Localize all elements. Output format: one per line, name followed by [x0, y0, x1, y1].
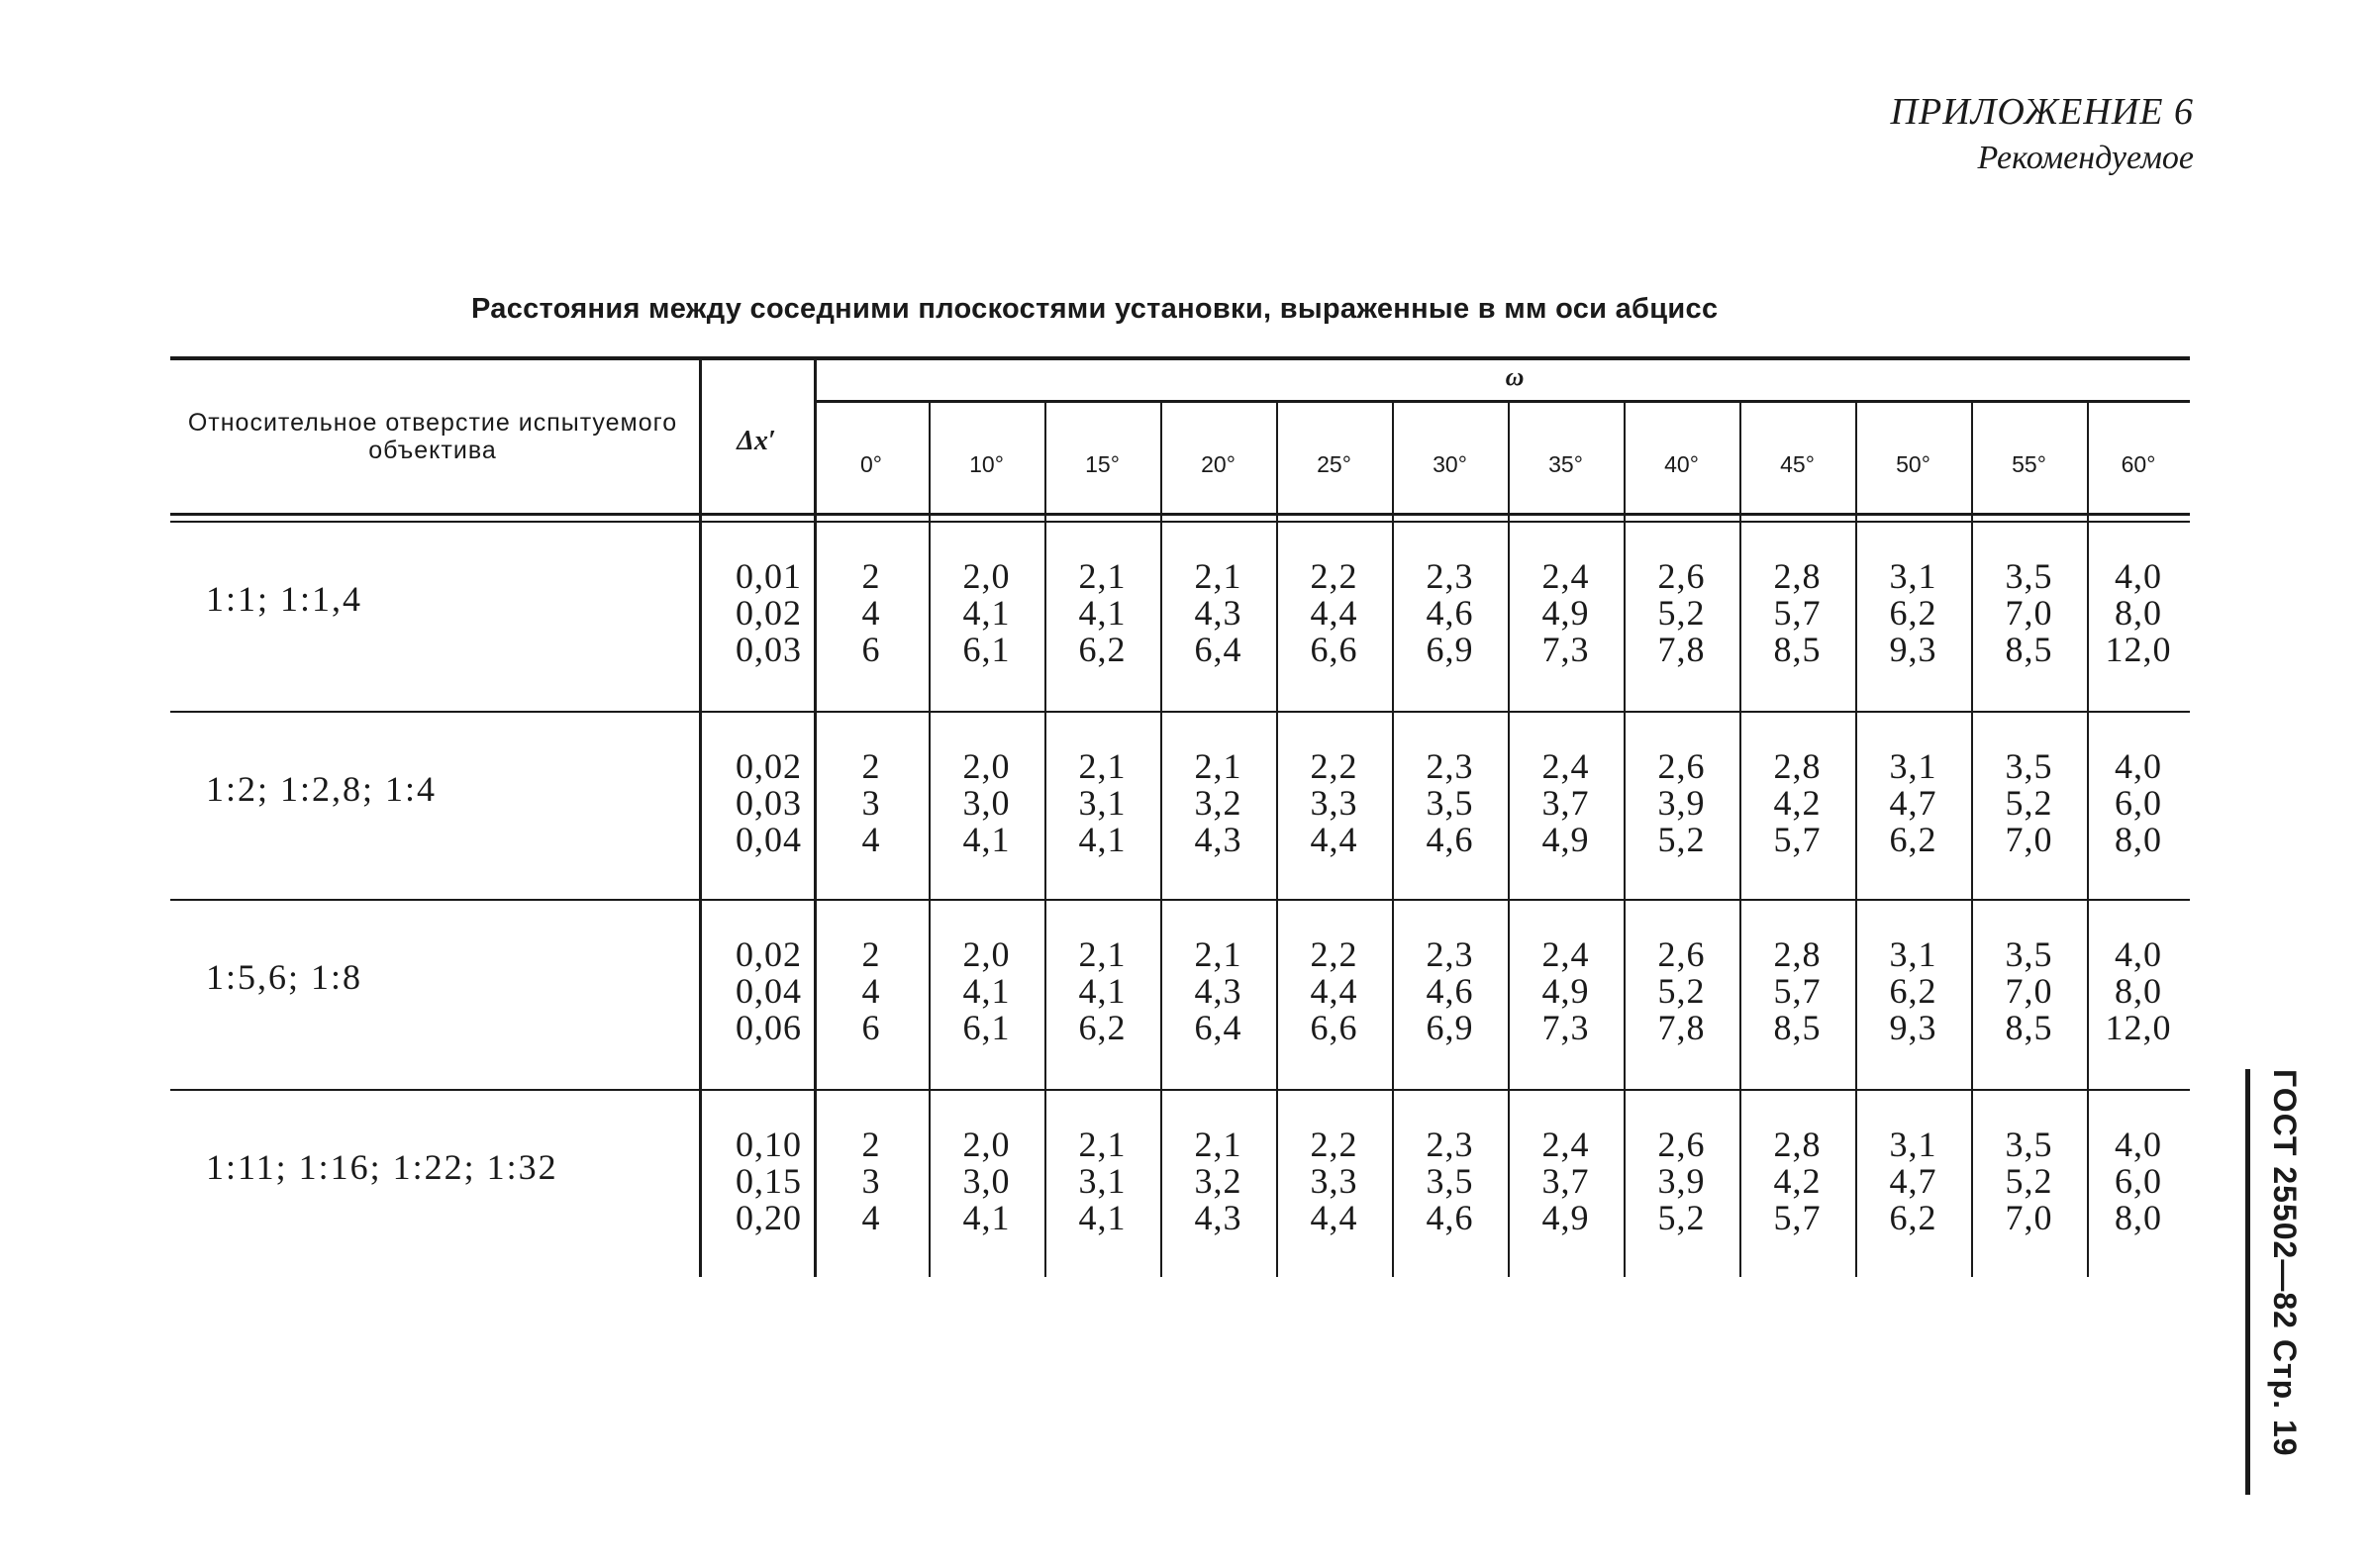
table-cell-value: 3,3 — [1310, 1161, 1358, 1201]
row-angle-values — [929, 558, 1044, 668]
table-cell-value: 2,2 — [1310, 556, 1358, 596]
table-cell-value: 4,4 — [1310, 820, 1358, 859]
row-angle-values — [929, 748, 1044, 858]
table-cell-value: 8,5 — [2005, 630, 2053, 669]
table-cell-value: 2,4 — [1541, 1125, 1590, 1164]
table-cell-value: 2,3 — [1426, 556, 1474, 596]
table-cell-value: 8,0 — [2115, 1198, 2162, 1237]
table-cell-value: 4,1 — [962, 820, 1011, 859]
table-cell-value: 4,1 — [962, 593, 1011, 633]
table-cell-value: 2 — [861, 746, 881, 786]
table-cell-value: 6,6 — [1310, 630, 1358, 669]
table-cell-value: 6,2 — [1889, 1198, 1937, 1237]
table-cell-value: 2 — [861, 1125, 881, 1164]
table-cell-value: 3,0 — [962, 783, 1011, 823]
table-cell-value: 3 — [861, 783, 881, 823]
group-divider — [170, 711, 2190, 713]
header-angle: 15° — [1085, 451, 1120, 477]
table-cell-value: 3,7 — [1541, 1161, 1590, 1201]
row-angle-values — [814, 936, 929, 1046]
row-angle-values — [2087, 558, 2190, 668]
table-cell-value: 3,1 — [1889, 934, 1937, 974]
table-cell-value: 3,5 — [2005, 934, 2053, 974]
row-angle-values — [1855, 748, 1971, 858]
row-angle-values — [929, 1127, 1044, 1236]
row-angle-values — [1392, 936, 1508, 1046]
header-angle: 30° — [1433, 451, 1467, 477]
table-cell-value: 5,2 — [1657, 971, 1706, 1011]
table-cell-value: 5,7 — [1773, 971, 1822, 1011]
table-cell-value: 4,6 — [1426, 1198, 1474, 1237]
table-cell-value: 2,1 — [1078, 1125, 1127, 1164]
row-angle-values — [2087, 748, 2190, 858]
table-cell-value: 4,0 — [2115, 556, 2162, 596]
header-angle: 10° — [969, 451, 1004, 477]
table-cell-value: 4,9 — [1541, 593, 1590, 633]
row-angle-values — [1392, 748, 1508, 858]
table-cell-value: 2 — [861, 934, 881, 974]
header-angle: 0° — [860, 451, 882, 477]
table-cell-value: 2,8 — [1773, 934, 1822, 974]
table-cell-value: 5,7 — [1773, 820, 1822, 859]
delta-x-value: 0,04 — [736, 971, 802, 1011]
table-cell-value: 7,8 — [1657, 1008, 1706, 1047]
table-cell-value: 2,6 — [1657, 556, 1706, 596]
table-cell-value: 2,2 — [1310, 1125, 1358, 1164]
table-cell-value: 2,6 — [1657, 746, 1706, 786]
row-angle-values — [1624, 558, 1739, 668]
table-cell-value: 6,4 — [1194, 1008, 1242, 1047]
table-cell-value: 4,7 — [1889, 1161, 1937, 1201]
header-bottom-rule-1 — [170, 513, 2190, 516]
header-delta-x: Δx′ — [737, 426, 776, 456]
table-cell-value: 2,1 — [1194, 1125, 1242, 1164]
table-cell-value: 3,9 — [1657, 783, 1706, 823]
table-cell-value: 3,1 — [1889, 1125, 1937, 1164]
table-cell-value: 3,9 — [1657, 1161, 1706, 1201]
table-cell-value: 6,2 — [1889, 971, 1937, 1011]
header-angle: 55° — [2012, 451, 2046, 477]
header-angle: 40° — [1664, 451, 1699, 477]
delta-x-value: 0,02 — [736, 746, 802, 786]
table-cell-value: 3,5 — [1426, 783, 1474, 823]
table-cell-value: 4,3 — [1194, 820, 1242, 859]
table-cell-value: 8,5 — [2005, 1008, 2053, 1047]
table-cell-value: 2,1 — [1194, 934, 1242, 974]
table-cell-value: 6,9 — [1426, 630, 1474, 669]
row-angle-values — [1160, 1127, 1276, 1236]
table-cell-value: 2,6 — [1657, 934, 1706, 974]
table-cell-value: 8,0 — [2115, 820, 2162, 859]
header-objective-aperture: Относительное отверстие испытуемого объектива — [187, 409, 678, 464]
table-cell-value: 4,9 — [1541, 971, 1590, 1011]
table-cell-value: 2,0 — [962, 746, 1011, 786]
table-cell-value: 2,3 — [1426, 746, 1474, 786]
table-cell-value: 4,0 — [2115, 1125, 2162, 1164]
delta-x-value: 0,01 — [736, 556, 802, 596]
row-angle-values — [1508, 748, 1624, 858]
row-delta-x-values — [709, 748, 802, 858]
table-cell-value: 6,2 — [1889, 593, 1937, 633]
table-cell-value: 4,9 — [1541, 820, 1590, 859]
table-cell-value: 6,6 — [1310, 1008, 1358, 1047]
table-title: Расстояния между соседними плоскостями установки, выраженные в мм оси абцисс — [471, 293, 1719, 325]
table-cell-value: 2,1 — [1078, 934, 1127, 974]
table-cell-value: 3,5 — [2005, 746, 2053, 786]
table-cell-value: 4,1 — [1078, 971, 1127, 1011]
table-top-rule — [170, 356, 2190, 360]
page-footer-label — [2239, 1069, 2309, 1505]
table-cell-value: 9,3 — [1889, 630, 1937, 669]
table-cell-value: 2 — [861, 556, 881, 596]
row-angle-values — [1739, 558, 1855, 668]
table-cell-value: 6,2 — [1078, 1008, 1127, 1047]
row-angle-values — [1160, 748, 1276, 858]
row-angle-values — [1971, 936, 2087, 1046]
table-cell-value: 5,7 — [1773, 1198, 1822, 1237]
header-omega: ω — [1505, 362, 1525, 391]
table-cell-value: 7,0 — [2005, 820, 2053, 859]
table-cell-value: 9,3 — [1889, 1008, 1937, 1047]
row-angle-values — [814, 748, 929, 858]
appendix-title: ПРИЛОЖЕНИЕ 6 — [1890, 91, 2194, 133]
table-cell-value: 4,9 — [1541, 1198, 1590, 1237]
row-angle-values — [1044, 1127, 1160, 1236]
row-angle-values — [1971, 1127, 2087, 1236]
table-cell-value: 3,0 — [962, 1161, 1011, 1201]
table-cell-value: 6,2 — [1889, 820, 1937, 859]
table-cell-value: 4,6 — [1426, 820, 1474, 859]
header-angle: 35° — [1548, 451, 1583, 477]
row-angle-values — [1739, 748, 1855, 858]
table-cell-value: 8,5 — [1773, 630, 1822, 669]
table-cell-value: 3,7 — [1541, 783, 1590, 823]
standard-page-label: ГОСТ 25502—82 Стр. 19 — [2267, 1069, 2303, 1457]
row-angle-values — [1392, 1127, 1508, 1236]
header-bottom-rule-2 — [170, 521, 2190, 523]
row-aperture-ratio: 1:1; 1:1,4 — [206, 579, 363, 619]
row-angle-values — [1508, 558, 1624, 668]
table-cell-value: 3,1 — [1889, 746, 1937, 786]
delta-x-value: 0,04 — [736, 820, 802, 859]
table-cell-value: 6,2 — [1078, 630, 1127, 669]
appendix-block — [1891, 87, 2194, 180]
omega-subrule — [814, 400, 2190, 403]
table-cell-value: 12,0 — [2105, 1008, 2172, 1047]
header-angle: 50° — [1896, 451, 1930, 477]
row-angle-values — [1508, 1127, 1624, 1236]
table-cell-value: 3,5 — [2005, 556, 2053, 596]
table-cell-value: 2,8 — [1773, 1125, 1822, 1164]
delta-x-value: 0,15 — [736, 1161, 802, 1201]
row-angle-values — [1044, 936, 1160, 1046]
group-divider — [170, 899, 2190, 901]
row-delta-x-values — [709, 558, 802, 668]
delta-x-value: 0,02 — [736, 593, 802, 633]
table-cell-value: 12,0 — [2105, 630, 2172, 669]
row-angle-values — [1739, 1127, 1855, 1236]
table-cell-value: 2,0 — [962, 1125, 1011, 1164]
table-cell-value: 4,4 — [1310, 1198, 1358, 1237]
group-divider — [170, 1089, 2190, 1091]
row-aperture-ratio: 1:2; 1:2,8; 1:4 — [206, 769, 438, 809]
table-cell-value: 3,1 — [1889, 556, 1937, 596]
delta-x-value: 0,20 — [736, 1198, 802, 1237]
row-angle-values — [814, 1127, 929, 1236]
row-angle-values — [1160, 558, 1276, 668]
table-cell-value: 2,2 — [1310, 746, 1358, 786]
row-angle-values — [1971, 558, 2087, 668]
table-cell-value: 7,0 — [2005, 593, 2053, 633]
row-angle-values — [1160, 936, 1276, 1046]
row-angle-values — [1971, 748, 2087, 858]
table-cell-value: 4,4 — [1310, 971, 1358, 1011]
table-cell-value: 8,0 — [2115, 593, 2162, 633]
row-angle-values — [1739, 936, 1855, 1046]
table-cell-value: 4,3 — [1194, 971, 1242, 1011]
table-cell-value: 6,1 — [962, 1008, 1011, 1047]
table-cell-value: 2,0 — [962, 934, 1011, 974]
delta-x-value: 0,03 — [736, 630, 802, 669]
table-cell-value: 3,1 — [1078, 783, 1127, 823]
table-cell-value: 2,3 — [1426, 1125, 1474, 1164]
row-angle-values — [1276, 936, 1392, 1046]
table-cell-value: 5,2 — [2005, 783, 2053, 823]
table-cell-value: 3,5 — [1426, 1161, 1474, 1201]
table-cell-value: 2,4 — [1541, 746, 1590, 786]
table-cell-value: 4,4 — [1310, 593, 1358, 633]
table-cell-value: 4,2 — [1773, 1161, 1822, 1201]
delta-x-value: 0,06 — [736, 1008, 802, 1047]
row-angle-values — [1855, 1127, 1971, 1236]
table-cell-value: 4,2 — [1773, 783, 1822, 823]
table-cell-value: 6 — [861, 630, 881, 669]
row-angle-values — [1276, 748, 1392, 858]
table-cell-value: 2,1 — [1194, 556, 1242, 596]
table-cell-value: 3,2 — [1194, 783, 1242, 823]
row-angle-values — [1508, 936, 1624, 1046]
appendix-subtitle: Рекомендуемое — [1977, 140, 2194, 176]
table-cell-value: 2,1 — [1078, 746, 1127, 786]
table-cell-value: 6,1 — [962, 630, 1011, 669]
row-angle-values — [814, 558, 929, 668]
delta-x-value: 0,10 — [736, 1125, 802, 1164]
table-cell-value: 4,0 — [2115, 934, 2162, 974]
table-cell-value: 2,8 — [1773, 556, 1822, 596]
table-cell-value: 4 — [861, 593, 881, 633]
table-cell-value: 2,8 — [1773, 746, 1822, 786]
table-cell-value: 7,8 — [1657, 630, 1706, 669]
row-angle-values — [1276, 558, 1392, 668]
table-cell-value: 5,2 — [1657, 820, 1706, 859]
table-cell-value: 6,4 — [1194, 630, 1242, 669]
table-cell-value: 4 — [861, 971, 881, 1011]
delta-x-value: 0,03 — [736, 783, 802, 823]
side-rule — [2245, 1069, 2250, 1495]
table-cell-value: 4 — [861, 1198, 881, 1237]
delta-x-value: 0,02 — [736, 934, 802, 974]
table-cell-value: 8,5 — [1773, 1008, 1822, 1047]
table-cell-value: 2,0 — [962, 556, 1011, 596]
table-cell-value: 4,6 — [1426, 971, 1474, 1011]
table-cell-value: 5,2 — [1657, 593, 1706, 633]
table-cell-value: 4,1 — [962, 971, 1011, 1011]
row-angle-values — [1855, 936, 1971, 1046]
row-angle-values — [1392, 558, 1508, 668]
row-angle-values — [2087, 936, 2190, 1046]
table-cell-value: 8,0 — [2115, 971, 2162, 1011]
table-cell-value: 3,5 — [2005, 1125, 2053, 1164]
row-angle-values — [1624, 936, 1739, 1046]
table-cell-value: 7,0 — [2005, 1198, 2053, 1237]
table-cell-value: 6 — [861, 1008, 881, 1047]
table-cell-value: 7,3 — [1541, 630, 1590, 669]
row-delta-x-values — [709, 1127, 802, 1236]
table-cell-value: 7,3 — [1541, 1008, 1590, 1047]
table-cell-value: 2,2 — [1310, 934, 1358, 974]
table-cell-value: 3 — [861, 1161, 881, 1201]
header-angle: 60° — [2121, 451, 2156, 477]
table-cell-value: 4,1 — [1078, 1198, 1127, 1237]
table-cell-value: 2,1 — [1078, 556, 1127, 596]
table-cell-value: 7,0 — [2005, 971, 2053, 1011]
row-angle-values — [1624, 748, 1739, 858]
header-angle: 20° — [1201, 451, 1236, 477]
table-cell-value: 4,1 — [1078, 820, 1127, 859]
row-aperture-ratio: 1:11; 1:16; 1:22; 1:32 — [206, 1147, 558, 1187]
table-cell-value: 4,1 — [1078, 593, 1127, 633]
table-cell-value: 5,7 — [1773, 593, 1822, 633]
table-cell-value: 2,4 — [1541, 556, 1590, 596]
table-cell-value: 4,3 — [1194, 593, 1242, 633]
table-cell-value: 2,1 — [1194, 746, 1242, 786]
row-angle-values — [1624, 1127, 1739, 1236]
header-angle: 45° — [1780, 451, 1815, 477]
row-angle-values — [1276, 1127, 1392, 1236]
table-cell-value: 5,2 — [1657, 1198, 1706, 1237]
table-cell-value: 4,1 — [962, 1198, 1011, 1237]
table-cell-value: 3,3 — [1310, 783, 1358, 823]
col-rule-object — [699, 358, 702, 1277]
row-angle-values — [1044, 558, 1160, 668]
table-cell-value: 2,3 — [1426, 934, 1474, 974]
row-aperture-ratio: 1:5,6; 1:8 — [206, 957, 363, 997]
row-angle-values — [2087, 1127, 2190, 1236]
table-cell-value: 4,3 — [1194, 1198, 1242, 1237]
table-cell-value: 2,6 — [1657, 1125, 1706, 1164]
table-cell-value: 6,9 — [1426, 1008, 1474, 1047]
table-cell-value: 3,2 — [1194, 1161, 1242, 1201]
row-angle-values — [1044, 748, 1160, 858]
table-cell-value: 5,2 — [2005, 1161, 2053, 1201]
table-cell-value: 2,4 — [1541, 934, 1590, 974]
row-delta-x-values — [709, 936, 802, 1046]
table-cell-value: 3,1 — [1078, 1161, 1127, 1201]
row-angle-values — [929, 936, 1044, 1046]
table-cell-value: 4 — [861, 820, 881, 859]
table-cell-value: 6,0 — [2115, 1161, 2162, 1201]
header-angle: 25° — [1317, 451, 1351, 477]
table-cell-value: 4,6 — [1426, 593, 1474, 633]
table-cell-value: 4,7 — [1889, 783, 1937, 823]
table-cell-value: 4,0 — [2115, 746, 2162, 786]
table-cell-value: 6,0 — [2115, 783, 2162, 823]
row-angle-values — [1855, 558, 1971, 668]
